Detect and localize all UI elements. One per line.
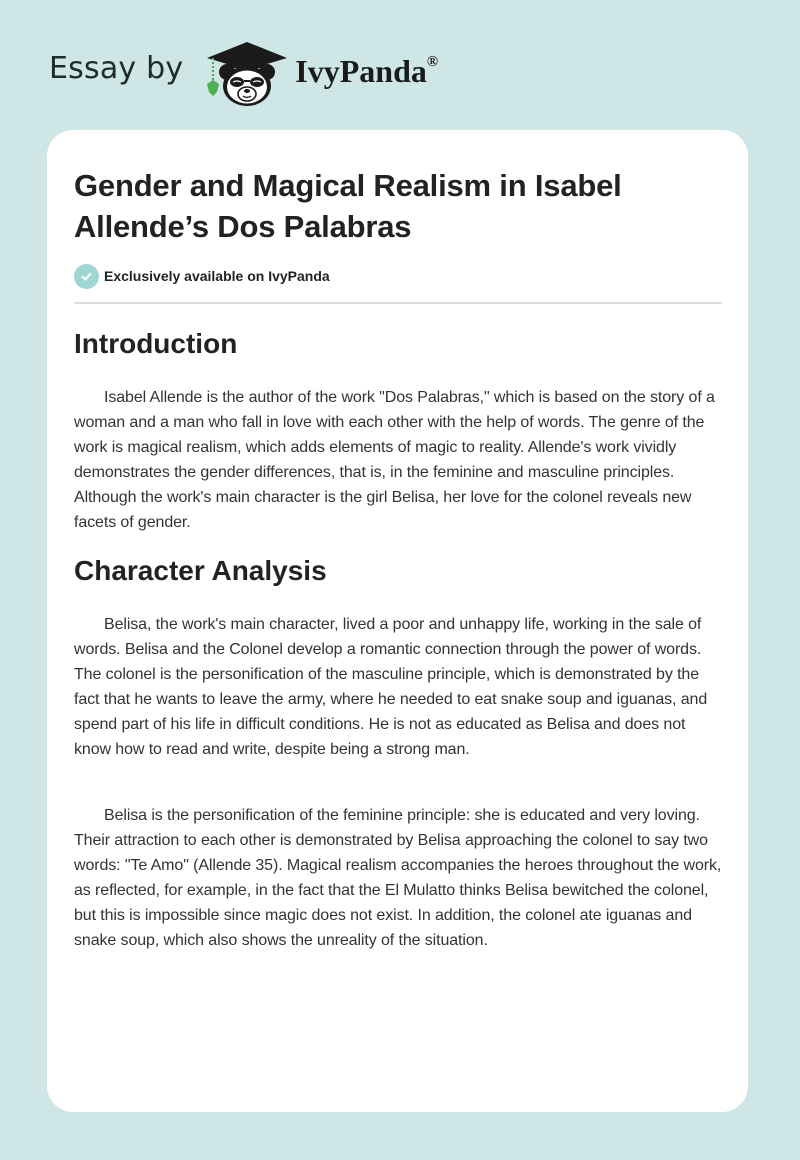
essay-title: Gender and Magical Realism in Isabel Allende’s Dos Palabras	[74, 168, 622, 244]
paragraph-character-analysis-1: Belisa, the work's main character, lived a poor and unhappy life, working in the sale of words. Belisa and the Colonel develop a romantic connection through the power of words. The colonel is the personification of the masculine principle, which is demonstrated by the fact that he wants to leave the army, where he needed to eat snake soup and iguanas, and spend part of his life in difficult conditions. He is not as educated as Belisa and does not know how to read and write, despite being a strong man.	[74, 616, 708, 758]
exclusive-badge	[74, 264, 330, 288]
section-heading-introduction: Introduction	[74, 328, 238, 359]
registered-mark: ®	[426, 54, 439, 71]
essay-by-label: Essay by	[49, 51, 184, 86]
brand-name[interactable]	[295, 55, 438, 87]
check-circle-icon	[74, 264, 99, 289]
section-heading-character-analysis: Character Analysis	[74, 555, 327, 586]
exclusive-label: Exclusively available on IvyPanda	[104, 268, 330, 284]
title-divider	[74, 302, 722, 304]
brand-name-text: IvyPanda	[295, 53, 427, 89]
panda-logo-icon[interactable]	[203, 36, 291, 108]
paragraph-introduction-1: Isabel Allende is the author of the work "Dos Palabras," which is based on the story of a woman and a man who fall in love with each other with the help of words. The genre of the work is magical realism, which adds elements of magic to reality. Allende's work vividly demonstrates the gender differences, that is, in the feminine and masculine principles. Although the work's main character is the girl Belisa, her love for the colonel reveals new facets of gender.	[74, 389, 715, 531]
site-header	[49, 36, 438, 108]
essay-card	[47, 130, 748, 1112]
paragraph-character-analysis-2: Belisa is the personification of the feminine principle: she is educated and very loving. Their attraction to each other is demonstrated by Belisa approaching the colonel to say two words: "Te Amo" (Allende 35). Magical realism accompanies the heroes throughout the work, as reflected, for example, in the fact that the El Mulatto thinks Belisa bewitched the colonel, but this is impossible since magic does not exist. In addition, the colonel ate iguanas and snake soup, which also shows the unreality of the situation.	[74, 807, 722, 949]
